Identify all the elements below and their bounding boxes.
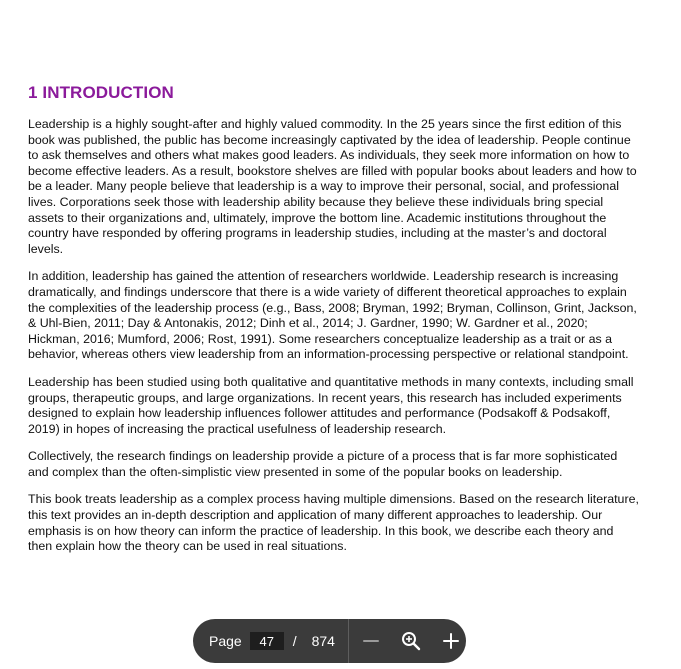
section-heading: 1 INTRODUCTION xyxy=(28,83,174,102)
body-text xyxy=(28,117,640,567)
zoom-icon xyxy=(401,631,421,651)
zoom-in-button[interactable] xyxy=(438,628,464,654)
toolbar-divider xyxy=(348,619,349,663)
page-toolbar xyxy=(193,619,466,663)
zoom-out-button[interactable] xyxy=(358,628,384,654)
zoom-button[interactable] xyxy=(398,628,424,654)
paragraph: Leadership has been studied using both qualitative and quantitative methods in many contexts, including small groups, therapeutic groups, and large organizations. In recent years, this research has included experiments designed to explain how leadership influences follower attitudes and performance (Podsakoff & Podsakoff, 2019) in hopes of increasing the practical usefulness of leadership research. xyxy=(28,374,634,436)
paragraph: This book treats leadership as a complex process having multiple dimensions. Based on the research literature, this text provides an in-depth description and application of many different approaches to leadership. Our emphasis is on how theory can inform the practice of leadership. In this book, we describe each theory and then explain how the theory can be used in real situations. xyxy=(28,492,639,554)
paragraph: In addition, leadership has gained the attention of researchers worldwide. Leadership research is increasing dramatically, and findings underscore that there is a wide variety of different theoretical approaches to explain the complexities of the leadership process (e.g., Bass, 2008; Bryman, 1992; Bryman, Collinson, Grint, Jackson, & Uhl-Bien, 2011; Day & Antonakis, 2012; Dinh et al., 2014; J. Gardner, 1990; W. Gardner et al., 2020; Hickman, 2016; Mumford, 2006; Rost, 1991). Some researchers conceptualize leadership as a trait or as a behavior, whereas others view leadership from an information-processing perspective or relational standpoint. xyxy=(28,269,637,362)
total-pages: 874 xyxy=(311,633,335,649)
zoom-out-icon xyxy=(362,632,380,650)
paragraph: Collectively, the research findings on leadership provide a picture of a process that is far more sophisticated and complex than the often-simplistic view presented in some of the popular books on leadership. xyxy=(28,449,618,479)
page-label: Page xyxy=(209,633,242,649)
page-number-input[interactable] xyxy=(250,632,284,650)
page-separator: / xyxy=(292,633,297,649)
zoom-in-icon xyxy=(442,632,460,650)
paragraph: Leadership is a highly sought-after and highly valued commodity. In the 25 years since the first edition of this book was published, the public has become increasingly captivated by the idea of leadership. People continue to ask themselves and others what makes good leaders. As individuals, they seek more information on how to become effective leaders. As a result, bookstore shelves are filled with popular books about leaders and how to be a leader. Many people believe that leadership is a way to improve their personal, social, and professional lives. Corporations seek those with leadership ability because they believe these individuals bring special assets to their organizations and, ultimately, improve the bottom line. Academic institutions throughout the country have responded by offering programs in leadership studies, including at the master’s and doctoral levels. xyxy=(28,117,637,256)
